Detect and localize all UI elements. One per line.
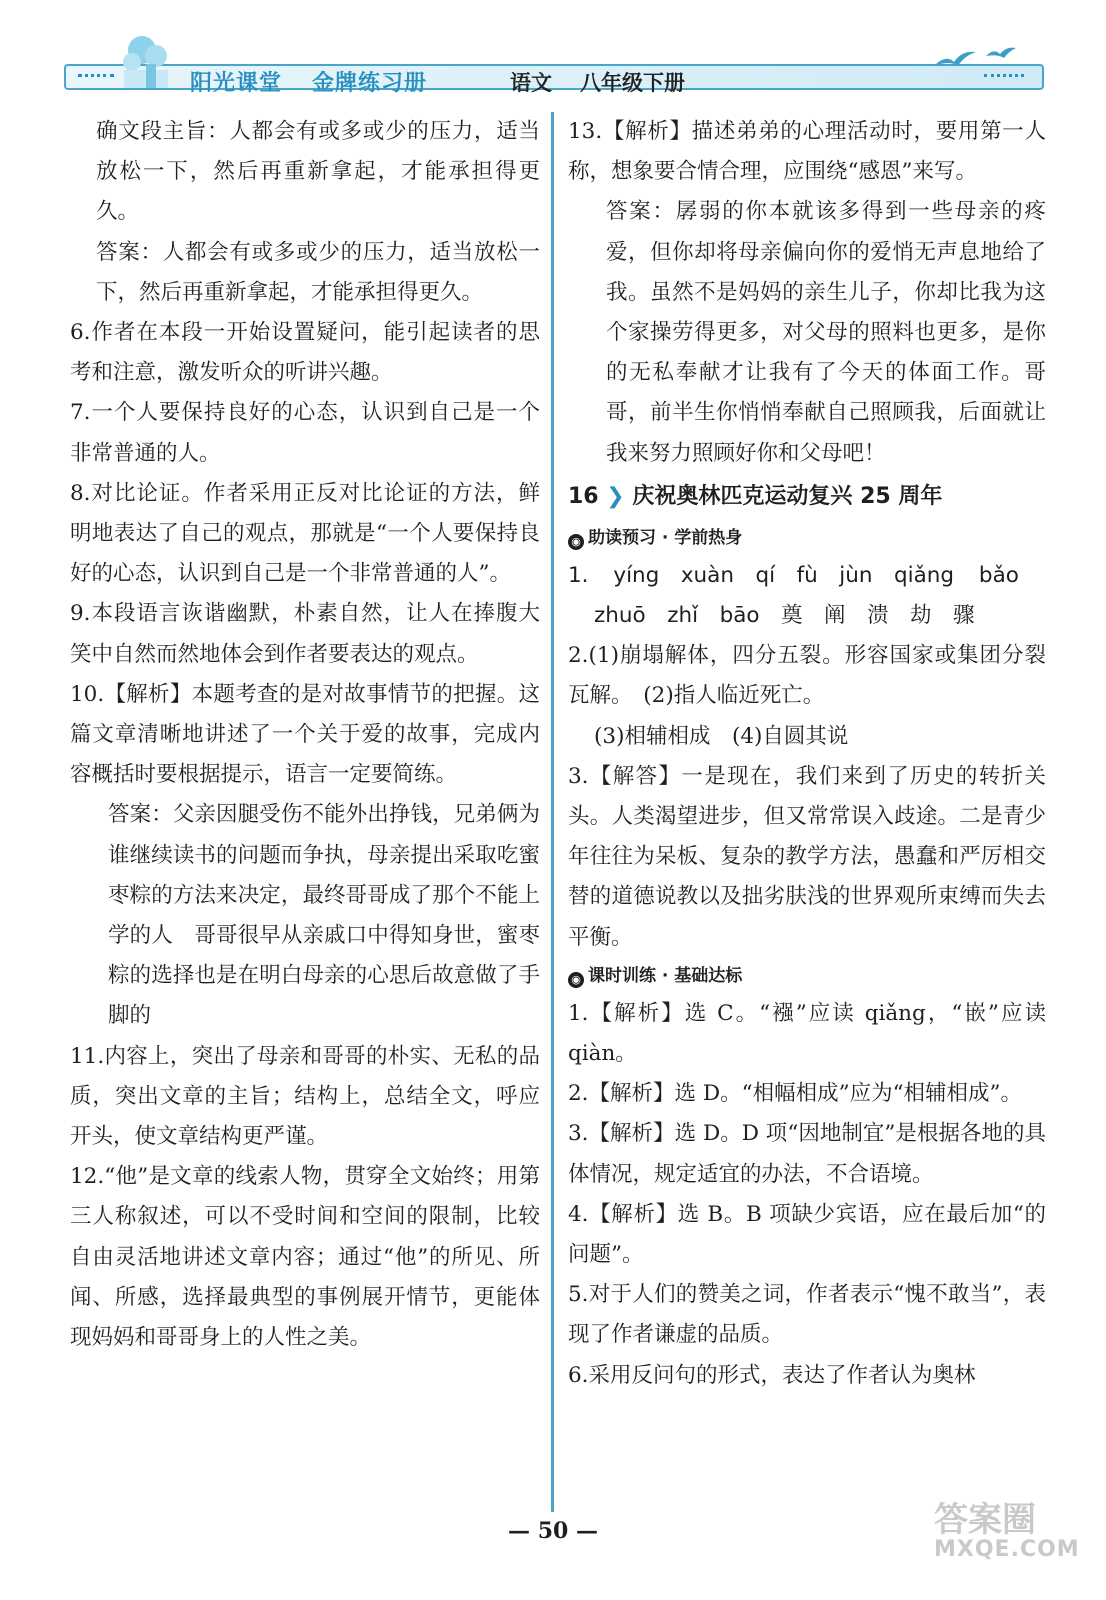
watermark-url: MXQE.COM — [934, 1537, 1080, 1562]
brand-name-1: 阳光课堂 — [190, 71, 283, 96]
left-para-4: 8.对比论证。作者采用正反对比论证的方法，鲜明地表达了自己的观点，那就是“一个人要保持良好的心态，认识到自己是一个非常普通的人”。 — [70, 480, 540, 587]
item-2: 2.【解析】选 D。“相幅相成”应为“相辅相成”。 — [568, 1081, 1023, 1107]
tree-logo-icon — [116, 30, 186, 92]
birds-icon — [924, 38, 1034, 78]
tag-preview-label: 助读预习 · 学前热身 — [588, 527, 743, 548]
left-para-3: 7.一个人要保持良好的心态，认识到自己是一个非常普通的人。 — [70, 400, 540, 466]
watermark-logo — [934, 1502, 1084, 1562]
subject-label: 语文 — [510, 71, 552, 95]
tag-training — [568, 958, 1046, 994]
page-header — [64, 30, 1044, 100]
left-para-7: 答案：父亲因腿受伤不能外出挣钱，兄弟俩为谁继续读书的问题而争执，母亲提出采取吃蜜枣粽的方法来决定，最终哥哥成了那个不能上学的人 哥哥很早从亲戚口中得知身世，蜜枣粽的选择也是在明白母亲的心思后故意做了手脚的 — [108, 802, 540, 1029]
q3: 3.【解答】一是现在，我们来到了历史的转折关头。人类渴望进步，但又常常误入歧途。二是青少年往往为呆板、复杂的教学方法，愚蠢和严厉相交替的道德说教以及拙劣肤浅的世界观所束缚而失去平衡。 — [568, 763, 1046, 950]
section-heading — [568, 474, 1046, 520]
tag-preview — [568, 520, 1046, 556]
column-divider — [551, 112, 554, 1512]
item-4: 4.【解析】选 B。B 项缺少宾语，应在最后加“的问题”。 — [568, 1201, 1046, 1268]
left-para-8: 11.内容上，突出了母亲和哥哥的朴实、无私的品质，突出文章的主旨；结构上，总结全文，呼应开头，使文章结构更严谨。 — [70, 1043, 540, 1150]
brand-name-2: 金牌练习册 — [312, 71, 428, 96]
q1-pinyin: 1. yíng xuàn qí fù jùn qiǎng bǎo — [568, 562, 1019, 588]
left-para-9: 12.“他”是文章的线索人物，贯穿全文始终；用第三人称叙述，可以不受时间和空间的限制，比较自由灵活地讲述文章内容；通过“他”的所见、所闻、所感，选择最典型的事例展开情节，更能体现妈妈和哥哥身上的人性之美。 — [70, 1164, 540, 1351]
grade-label: 八年级下册 — [580, 71, 685, 95]
q1-chars: zhuō zhǐ bāo 奠 阐 溃 劫 骤 — [594, 603, 975, 629]
q2-a: 2.(1)崩塌解体，四分五裂。形容国家或集团分裂瓦解。 (2)指人临近死亡。 — [568, 643, 1046, 709]
clock-icon: ◉ — [568, 972, 584, 988]
page-number: — 50 — — [508, 1518, 598, 1544]
q2-b: (3)相辅相成 (4)自圆其说 — [594, 723, 849, 749]
chevron-right-icon: ❯ — [606, 483, 625, 509]
header-dots-left — [78, 74, 114, 81]
book-icon: ◉ — [568, 534, 584, 550]
right-column — [568, 112, 1046, 1396]
left-column — [70, 112, 540, 1358]
tag-training-label: 课时训练 · 基础达标 — [588, 965, 743, 986]
left-para-6: 10.【解析】本题考查的是对故事情节的把握。这篇文章清晰地讲述了一个关于爱的故事，完成内容概括时要根据提示，语言一定要简练。 — [70, 681, 540, 788]
item-3: 3.【解析】选 D。D 项“因地制宜”是根据各地的具体情况，规定适宜的办法，不合语境。 — [568, 1121, 1046, 1187]
left-para-1: 答案：人都会有或多或少的压力，适当放松一下，然后再重新拿起，才能承担得更久。 — [96, 239, 540, 305]
section-number: 16 — [568, 483, 599, 509]
item-6: 6.采用反问句的形式，表达了作者认为奥林 — [568, 1362, 976, 1388]
item-5: 5.对于人们的赞美之词，作者表示“愧不敢当”，表现了作者谦虚的品质。 — [568, 1282, 1046, 1348]
left-para-2: 6.作者在本段一开始设置疑问，能引起读者的思考和注意，激发听众的听讲兴趣。 — [70, 320, 540, 386]
left-para-5: 9.本段语言诙谐幽默，朴素自然，让人在捧腹大笑中自然而然地体会到作者要表达的观点。 — [70, 601, 540, 667]
section-title: 庆祝奥林匹克运动复兴 25 周年 — [632, 483, 943, 509]
item-1: 1.【解析】选 C。“襁”应读 qiǎng，“嵌”应读 qiàn。 — [568, 1000, 1046, 1067]
left-para-0: 确文段主旨：人都会有或多或少的压力，适当放松一下，然后再重新拿起，才能承担得更久。 — [96, 119, 540, 225]
header-dots-right — [984, 74, 1024, 81]
right-q13-answer: 答案：孱弱的你本就该多得到一些母亲的疼爱，但你却将母亲偏向你的爱悄无声息地给了我。虽然不是妈妈的亲生儿子，你却比我为这个家操劳得更多，对父母的照料也更多，是你的无私奉献才让我有了今天的体面工作。哥哥，前半生你悄悄奉献自己照顾我，后面就让我来努力照顾好你和父母吧！ — [606, 199, 1046, 466]
watermark-text: 答案圈 — [934, 1500, 1036, 1540]
right-q13: 13.【解析】描述弟弟的心理活动时，要用第一人称，想象要合情合理，应围绕“感恩”来写。 — [568, 119, 1046, 185]
